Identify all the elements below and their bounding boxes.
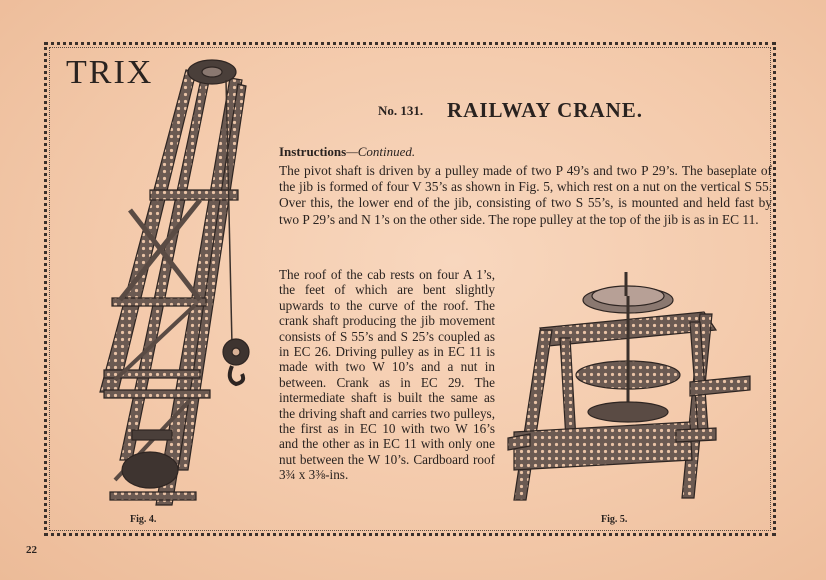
instructions-label: Instructions: [279, 144, 347, 159]
page-number: 22: [26, 544, 37, 556]
figure-5-caption: Fig. 5.: [601, 514, 628, 525]
model-title: RAILWAY CRANE.: [447, 98, 644, 122]
model-number: No. 131.: [378, 103, 424, 118]
instructions-continued: —Continued.: [346, 144, 416, 159]
brand-logo: TRIX: [66, 54, 154, 91]
instructions-paragraph-1: The pivot shaft is driven by a pulley made of two P 49’s and two P 29’s. The baseplate of the jib is formed of four V 35’s as shown in Fig. 5, which rest on a nut on the vertical S 55. Over this, the lower end of the jib, consisting of two S 55’s, is mounted and held fast by two P 29’s and N 1’s on the other side. The rope pulley at the top of the jib is as in EC 11.: [279, 163, 772, 227]
figure-4-caption: Fig. 4.: [130, 514, 157, 525]
instructions-paragraph-2: The roof of the cab rests on four A 1’s, the feet of which are bent slightly upwards to the curve of the roof. The crank shaft producing the jib movement consists of S 55’s and S 25’s coupled as in EC 26. Driving pulley as in EC 11 is made with two W 10’s and a nut in between. Crank as in EC 29. The intermediate shaft is built the same as the driving shaft and carries two pulleys, the first as in EC 10 with two W 16’s and the other as in EC 11 with only one nut between the W 10’s. Cardboard roof 3¾ x 3⅜-ins.: [279, 267, 495, 483]
